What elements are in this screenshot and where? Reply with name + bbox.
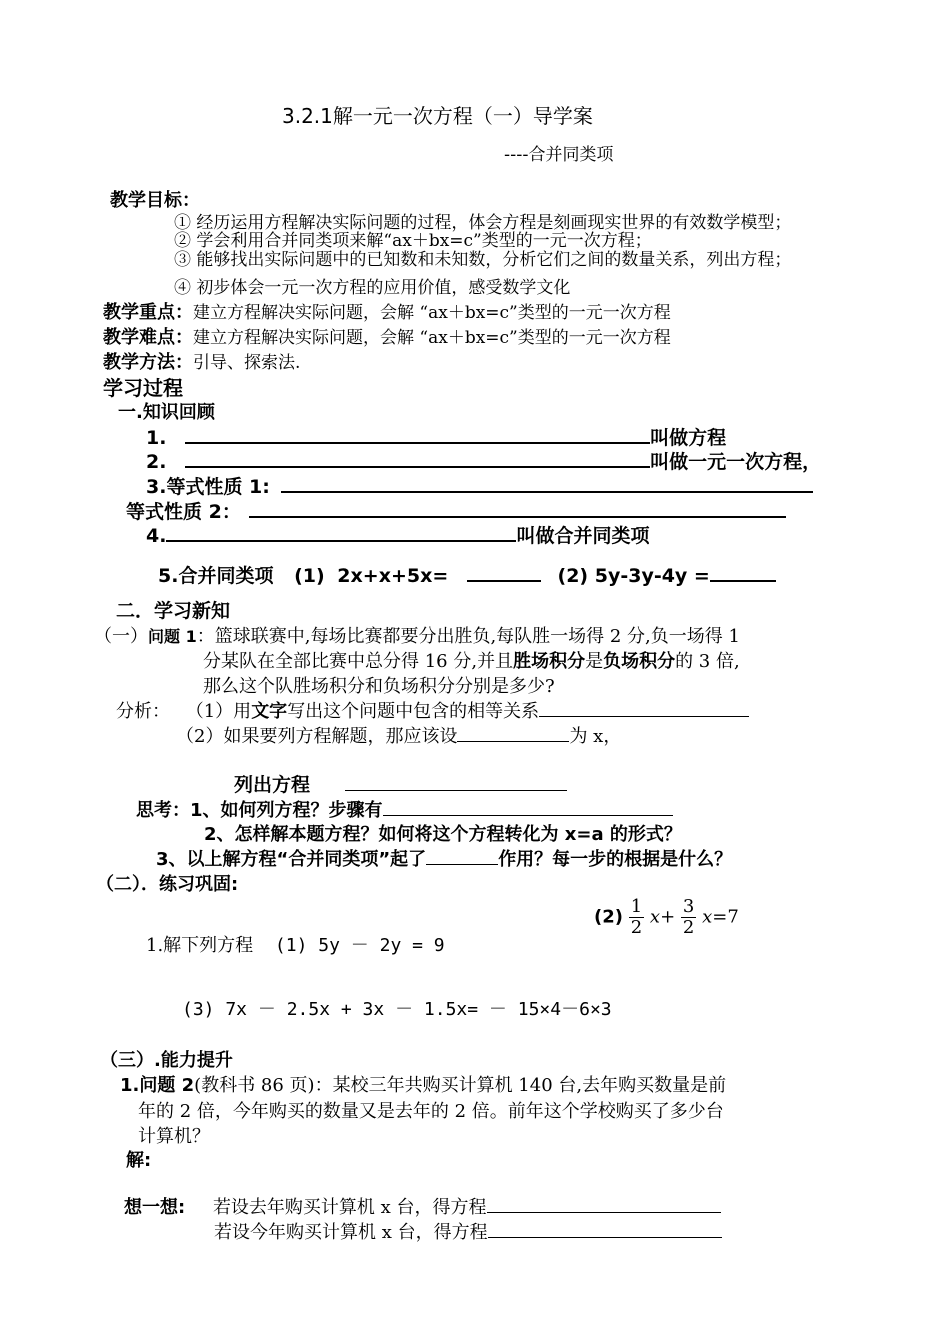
method-label: 教学方法： (103, 352, 193, 373)
process-title: 学习过程 (103, 376, 183, 400)
analysis-row-1 (116, 697, 749, 723)
solution-label: 解: (126, 1150, 152, 1171)
review-item-5-e2: 5y-3y-4y = (594, 565, 710, 587)
review-item-5-blank-2[interactable] (710, 562, 776, 582)
review-item-1 (146, 423, 726, 450)
practice-intro: 1.解下列方程 (146, 935, 254, 956)
problem1-line1 (94, 622, 740, 648)
review-item-5-p1: (1) (294, 565, 325, 587)
difficulty-text: 建立方程解决实际问题，会解 “ax＋bx=c”类型的一元一次方程 (193, 328, 671, 348)
fraction-1-denominator: 2 (630, 917, 643, 938)
review-item-3b (126, 497, 786, 524)
page-subtitle: ----合并同类项 (504, 145, 614, 165)
ability-label: 问题 2 (139, 1075, 195, 1096)
practice-problem-2 (594, 897, 739, 938)
problem1-line1-text: ：篮球联赛中,每场比赛都要分出胜负,每队胜一场得 2 分,负一场得 1 (196, 626, 740, 647)
review-item-5-label: 5.合并同类项 (158, 565, 274, 587)
think-1: 1、如何列方程？步骤有 (190, 800, 383, 821)
analysis-2-pre: （2）如果要列方程解题，那应该设 (176, 726, 458, 747)
analysis-1-bold: 文字 (251, 701, 288, 722)
review-item-1-suffix: 叫做方程 (650, 427, 727, 449)
fraction-1 (629, 897, 644, 938)
problem1-line3: 那么这个队胜场积分和负场积分分别是多少? (203, 676, 555, 697)
ability-num: 1. (120, 1075, 140, 1096)
think-row-1 (136, 796, 673, 822)
think-row-3 (156, 845, 732, 871)
fraction-1-numerator: 1 (630, 896, 643, 917)
review-item-3-blank[interactable] (281, 473, 813, 493)
ability-think-row-1 (124, 1193, 721, 1219)
review-item-3-label: 3.等式性质 1: (146, 476, 270, 498)
ability-line-1 (120, 1071, 726, 1097)
review-title: 一.知识回顾 (118, 402, 215, 423)
equation-blank[interactable] (345, 772, 567, 791)
problem1-line2 (203, 647, 740, 673)
review-item-4-suffix: 叫做合并同类项 (516, 525, 650, 547)
think-3-post: 作用？每一步的根据是什么？ (498, 849, 733, 870)
think-3-pre: 3、以上解方程“合并同类项”起了 (156, 849, 427, 870)
review-item-3b-label: 等式性质 2： (126, 501, 241, 523)
review-item-4 (146, 521, 649, 548)
review-item-5-p2: (2) (557, 565, 589, 587)
analysis-1-pre: （1）用 (185, 701, 252, 722)
ability-think-2-blank[interactable] (488, 1219, 722, 1238)
review-item-1-num: 1. (146, 427, 167, 449)
method-row (103, 348, 300, 374)
review-item-2-suffix: 叫做一元一次方程， (650, 451, 822, 473)
ability-line1-text: (教科书 86 页)：某校三年共购买计算机 140 台,去年购买数量是前 (194, 1075, 727, 1096)
review-item-4-num: 4. (146, 525, 167, 547)
ability-think-label: 想一想: (124, 1197, 186, 1218)
objective-item-4: ④ 初步体会一元一次方程的应用价值，感受数学文化 (174, 278, 571, 298)
objectives-label: 教学目标： (110, 190, 200, 211)
practice-problem-3: (3) 7x － 2.5x + 3x － 1.5x= － 15×4－6×3 (182, 999, 612, 1020)
practice-2-var1: x (649, 906, 661, 928)
key-point-label: 教学重点： (103, 302, 193, 323)
fraction-2-denominator: 2 (682, 917, 695, 938)
think-3-blank[interactable] (426, 846, 498, 865)
problem1-line2-mid: 是 (585, 651, 604, 672)
review-item-5 (158, 561, 776, 588)
problem1-line2-pre: 分某队在全部比赛中总分得 16 分,并且 (203, 651, 514, 672)
review-item-2-num: 2. (146, 451, 167, 473)
review-item-1-blank[interactable] (185, 424, 650, 444)
key-point-row (103, 298, 671, 324)
difficulty-label: 教学难点： (103, 327, 193, 348)
new-knowledge-title: 二．学习新知 (116, 600, 231, 622)
objective-item-2: ② 学会利用合并同类项来解“ax＋bx=c”类型的一元一次方程； (174, 231, 652, 251)
practice-problem-1: (1) 5y － 2y = 9 (274, 935, 445, 956)
analysis-2-blank[interactable] (457, 723, 569, 742)
ability-line-3: 计算机？ (138, 1126, 210, 1147)
page-title: 3.2.1解一元一次方程（一）导学案 (282, 104, 593, 128)
practice-2-equals: =7 (712, 906, 739, 928)
ability-think-row-2 (214, 1218, 722, 1244)
analysis-1-blank[interactable] (539, 698, 749, 717)
equation-label: 列出方程 (234, 774, 311, 796)
think-label: 思考： (136, 800, 190, 821)
practice-2-label: (2) (594, 906, 623, 928)
practice-row-1 (146, 931, 445, 957)
problem1-prefix: （一） (94, 626, 148, 647)
review-item-3 (146, 472, 813, 499)
key-point-text: 建立方程解决实际问题，会解 “ax＋bx=c”类型的一元一次方程 (193, 303, 671, 323)
difficulty-row (103, 323, 671, 349)
objective-item-1: ① 经历运用方程解决实际问题的过程，体会方程是刻画现实世界的有效数学模型； (174, 213, 792, 233)
ability-think-2: 若设今年购买计算机 x 台，得方程 (214, 1222, 488, 1243)
objective-item-3: ③ 能够找出实际问题中的已知数和未知数，分析它们之间的数量关系，列出方程； (174, 250, 792, 270)
ability-line-2: 年的 2 倍，今年购买的数量又是去年的 2 倍。前年这个学校购买了多少台 (138, 1101, 724, 1122)
ability-title: （三）.能力提升 (100, 1050, 233, 1071)
practice-2-plus: + (660, 906, 676, 928)
fraction-2 (681, 897, 696, 938)
equation-row (234, 770, 567, 797)
practice-2-var2: x (702, 906, 713, 928)
analysis-2-post: 为 x， (569, 726, 622, 747)
review-item-5-blank-1[interactable] (467, 562, 541, 582)
fraction-2-numerator: 3 (682, 896, 695, 917)
analysis-label: 分析： (116, 701, 170, 722)
think-1-blank[interactable] (383, 797, 673, 816)
method-text: 引导、探索法. (193, 353, 301, 373)
problem1-line2-post: 的 3 倍, (675, 651, 740, 672)
ability-think-1: 若设去年购买计算机 x 台，得方程 (212, 1197, 487, 1218)
problem1-label: 问题 1 (148, 627, 197, 646)
ability-think-1-blank[interactable] (487, 1194, 721, 1213)
problem1-line2-bold1: 胜场积分 (513, 651, 586, 672)
problem1-line2-bold2: 负场积分 (603, 651, 676, 672)
think-2: 2、怎样解本题方程？如何将这个方程转化为 x=a 的形式？ (204, 824, 682, 845)
analysis-row-2 (176, 722, 621, 748)
review-item-3b-blank[interactable] (249, 498, 786, 518)
review-item-2 (146, 447, 821, 474)
review-item-2-blank[interactable] (185, 448, 650, 468)
review-item-4-blank[interactable] (166, 522, 516, 542)
practice-title: （二）．练习巩固: (96, 874, 239, 895)
review-item-5-e1: 2x+x+5x= (337, 565, 449, 587)
analysis-1-post: 写出这个问题中包含的相等关系 (287, 701, 540, 722)
